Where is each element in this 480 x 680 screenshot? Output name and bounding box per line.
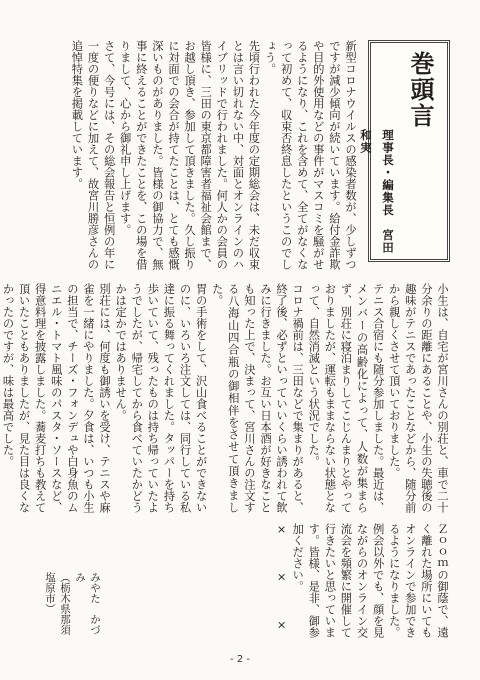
editorial-title: 巻頭言 — [406, 51, 434, 129]
article-column-middle: 小生は、自宅が宮川さんの別荘と、車で二十分余りの距離にあることや、小生の失聴後の趣味がテニスであったことなどから、随分前から親しくさせて頂いておりました。 テニス合宿にも随分参加しました。最近は、メンバーの高齢化によって、人数が集まらず、別荘に寝泊まりしてこじんまりとやっておりましたが、運転もままならない状態となって、自然消滅という状況でした。 コロナ禍前は、三田などで集まりがあると、終了後、必ずといっていいくらい誘われて飲みに行きました。お互い日本酒が好きなことも知った上で、決まって、宮川さんの注文する八海山四合瓶の御相伴をさせて頂きました。 胃の手術をして、沢山食べることができないのに、いろいろ注文しては、同行している私達に振る舞ってくれました。タッパーを持ち歩いていて、残ったものは持ち帰っていたようでしたが、帰宅してから食べていたかどうかは定かではありません。 別荘には、何度も御誘いを受け、テニスや麻雀を一緒にやりました。夕食は、いつも小生の担当で、チーズ・フォンデュや白身魚のムニエル・トマト風味のパスタ・ソースなど、得意料理を披露しました。蕎麦打ちも教えて頂いたこともありましたが、見た目は良くなかったのですが、味は最高でした。 — [1, 283, 449, 513]
page-number: - 2 - — [230, 654, 250, 665]
author-signature — [44, 572, 102, 642]
editorial-author: 理事長・編集長 宮田和実 — [359, 129, 395, 254]
editorial-header-box — [359, 40, 450, 262]
article-column-lower: Ｚｏｏｍの御蔭で、遠く離れた場所にいてもオンラインで参加できるようになりました。例会以外でも、顔を見ながらのオンライン交流会を頻繁に開催して行きたいと思っています。皆様、是非、御参加ください。 × × × — [275, 523, 449, 638]
signature-name: みやた かづみ — [74, 572, 101, 635]
article-column-upper: 新型コロナウイルスの感染者数が、少しずつですが減少傾向が続いています。給付金詐欺や目的外使用などの事件がマスコミを騒がせるようになり、これを含めて、全てがなくなって初めて、収束否終息したというこのでしょう。 先頃行われた今年度の定期総会は、未だ収束とは言い切れない中、対面とオンラインのハイブリッドで行われました。何人かの会員の皆様に、三田の東京都障害者福祉会館まで、お越し頂き、参加して頂きました。久し振りに対面での会合が持てたことは、とても感慨深いものがありました。皆様の御協力で、無事に終えることができたことを、この場を借りまして、心から御礼申し上げます。 さて、今号には、その総会報告と恒例の年に一度の便りなどに加えて、故宮川勝彦さんの追悼特集を掲載しています。 — [70, 40, 357, 270]
signature-location: （栃木県那須塩原市） — [44, 572, 71, 635]
